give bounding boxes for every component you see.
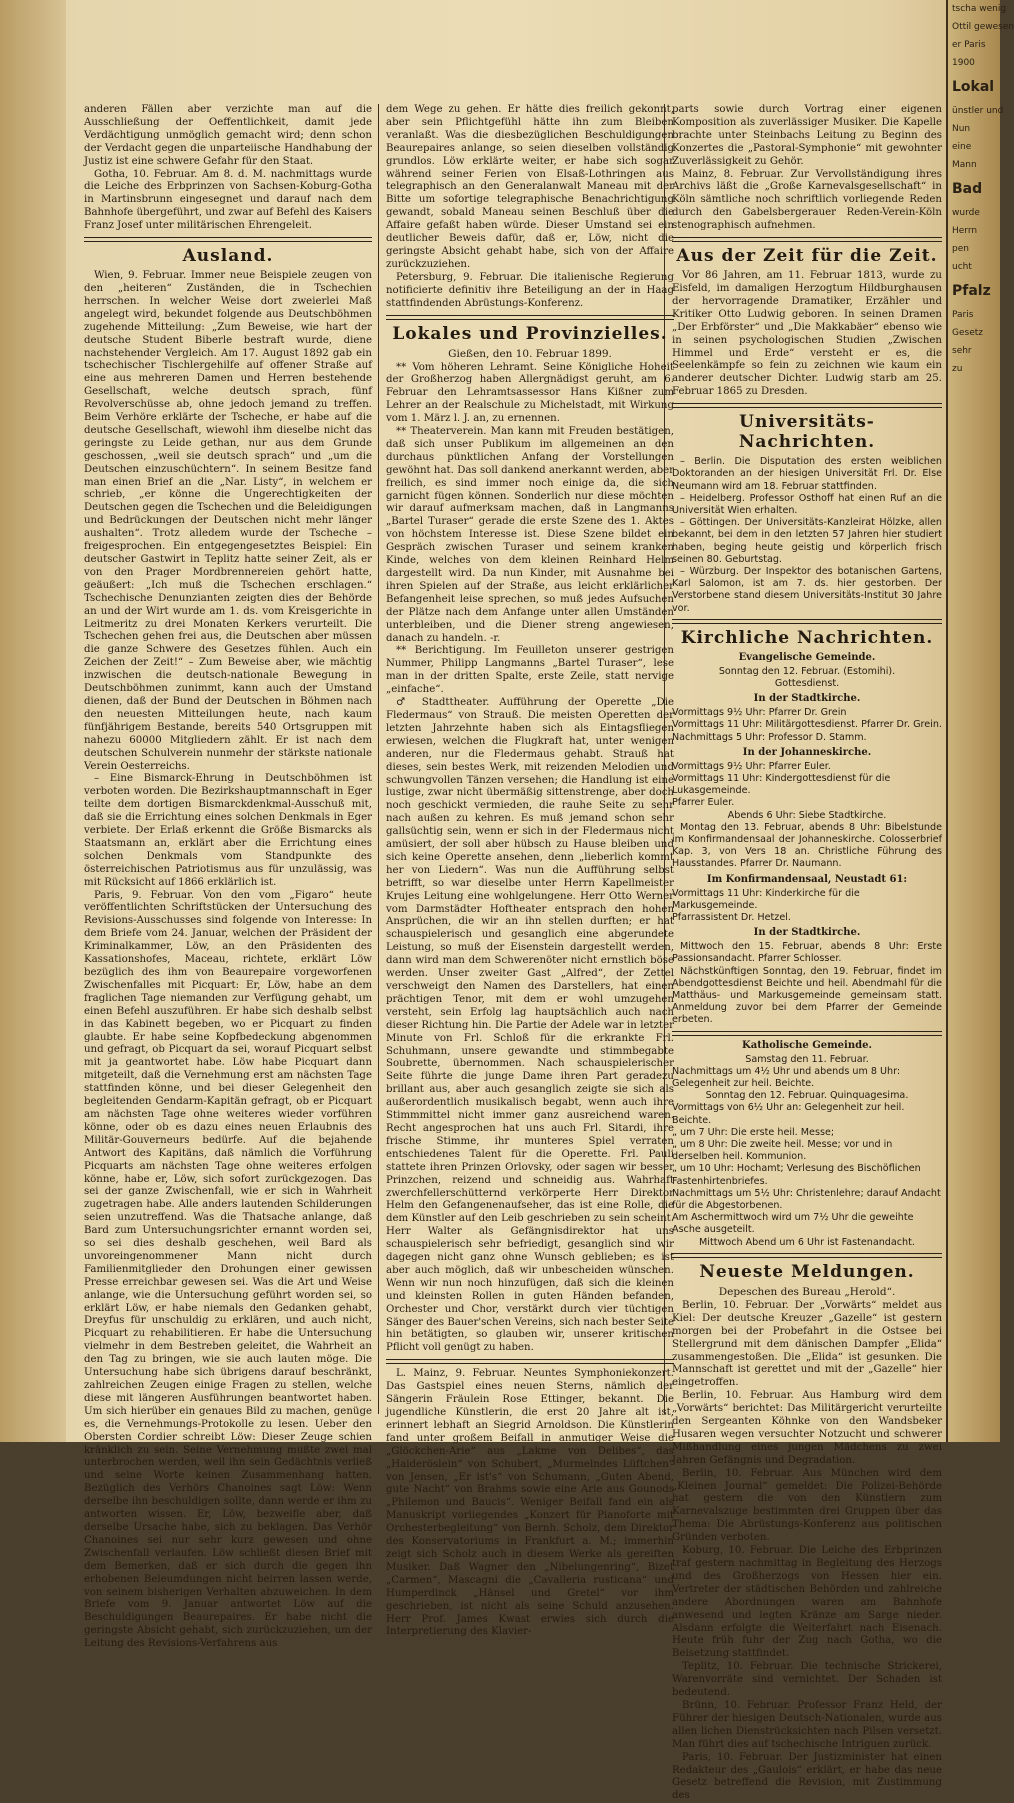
edge-text: Mann (952, 160, 977, 170)
article-theaterverein: ** Theaterverein. Man kann mit Freuden bestätigen, daß sich unser Publikum im allgemeinen an den durchaus pünktlichen Anfang der Vorstellungen gewöhnt hat. Das soll dankend anerkannt werden, aber freilich, es sind immer noch einige da, die sich garnicht fügen können. Sonderlich nur diese möchten wir darauf aufmerksam machen, daß in Langmanns „Bartel Turaser“ gerade die erste Szene des 1. Aktes von höchstem Interesse ist. Diese Szene bildet ein Gespräch zwischen Turaser und seinem kranken Kinde, welches von dem kleinen Reinhard Helm dargestellt wird. Da nun Kinder, mit Ausnahme bei ihren Spielen auf der Straße, aus leicht erklärlicher Befangenheit leise sprechen, so muß jedes Aufsuchen der Plätze nach dem Anfange unter allen Umständen unterbleiben, und die Diener streng angewiesen, danach zu handeln. -r. (386, 426, 674, 644)
dateline: Gießen, den 10. Februar 1899. (448, 347, 612, 360)
edge-text: zu (952, 364, 963, 374)
section-divider (386, 315, 674, 320)
univ-item: – Heidelberg. Professor Osthoff hat einen Ruf an die Universität Wien erhalten. (672, 492, 942, 516)
article-stadttheater: ♂ Stadttheater. Aufführung der Operette „Die Fledermaus“ von Strauß. Die meisten Operetten der letzten Jahrzehnte haben sich als Eintagsfliegen erwiesen, welchen die Flugkraft hat, unter wenigen anderen, nur die Fledermaus gehabt. Strauß hat dieses, sein bestes Werk, mit reizenden Melodien und schwungvollen Tänzen versehen; die Handlung ist eine lustige, zwar nicht übermäßig sittenstrenge, aber doch noch geschickt vermieden, die rauhe Seite zu sehr nach außen zu kehren. Es muß jemand schon sehr gallsüchtig sein, wenn er sich in der Fledermaus nicht amüsiert, der soll aber hübsch zu Hause bleiben und sich keine Operette ansehen, denn „lieberlich kommt her von Liedern“. Was nun die Aufführung selbst betrifft, so war dieselbe unter Herrn Kapellmeister Krujes Leitung eine wohlgelungene. Herr Otto Werner vom Darmstädter Hoftheater entsprach den hohen Ansprüchen, die wir an ihn stellen durften; er hat schauspielerisch und gesanglich eine abgerundete Leistung, so muß der Eisenstein dargestellt werden, dann wird man dem Schwerenöter nicht ernstlich böse werden. Unser zweiter Gast „Alfred“, der Zettel verschweigt den Namen des Darstellers, hat einen prächtigen Tenor, mit dem er wohl umzugehen versteht, sein Erfolg lag hauptsächlich auch nach dieser Richtung hin. Die Partie der Adele war in letzter Minute von Frl. Schloß für die erkrankte Frl. Schuhmann, unsere gewandte und stimmbegabte Soubrette, übernommen. Nach schauspielerischer Seite führte die junge Dame ihren Part geradezu brillant aus, aber auch gesanglich zeigte sie sich als außerordentlich musikalisch begabt, wenn auch ihre Stimmmittel nicht immer ganz ausreichend waren. Recht angesprochen hat uns auch Frl. Sitardi, ihre frische Stimme, ihr munteres Spiel verraten entschiedenes Talent für die Operette. Frl. Pauli stattete ihren Prinzen Orlovsky, oder sagen wir besser Prinzchen, reizend und schneidig aus. Wahrhaft zwerchfellerschütternd verkörperte Herr Direktor Helm den Gefangenenaufseher, das ist eine Rolle, die dem Künstler auf den Leib geschrieben zu sein scheint. Herr Walter als Gefängnisdirektor hat uns schauspielerisch sehr befriedigt, gesanglich sind wir dagegen nicht ganz ohne Wunsch geblieben; es ist aber auch möglich, daß wir unbescheiden wünschen. Wenn wir nun noch hinzufügen, daß sich die kleinen und kleinsten Rollen in guten Händen befanden, Orchester und Chor, verstärkt durch vier tüchtigen Sänger des Bauer'schen Vereins, sich nach bester Seite hin betätigten, so glauben wir, unserer kritischen Pflicht voll genügt zu haben. (386, 697, 674, 1354)
subheading-johanneskirche: In der Johanneskirche. (742, 746, 872, 758)
univ-item: – Göttingen. Der Universitäts-Kanzleirat Hölzke, allen bekannt, bei dem in den letzten 57 Jahren hier studiert haben, beging heute geistig und körperlich frisch seinen 80. Geburtstag. (672, 517, 942, 565)
news-item: Koburg, 10. Februar. Die Leiche des Erbprinzen traf gestern nachmittag in Begleitung des Herzogs und des Großherzogs von Hessen hier ein. Vertreter der städtischen Behörden und zahlreiche andere Abordnungen waren am Bahnhofe anwesend und legten Kränze am Sarge nieder. Alsdann erfolgte die Weiterfahrt nach Eisenach. Heute früh fuhr der Zug nach Gotha, wo die Beisetzung stattfindet. (672, 1545, 942, 1660)
subheading-stadtkirche: In der Stadtkirche. (753, 693, 861, 705)
article-lehramt: ** Vom höheren Lehramt. Seine Königliche Hoheit der Großherzog haben Allergnädigst geruht, am 6. Februar den Lehramtsassessor Hans Kißner zum Lehrer an der Realschule zu Michelstadt, mit Wirkung vom 1. März l. J. an, zu ernennen. (386, 361, 674, 425)
article-wien: Wien, 9. Februar. Immer neue Beispiele zeugen von den „heiteren“ Zuständen, die in Tschechien herrschen. In welcher Weise dort zweierlei Maß angelegt wird, bekundet folgende aus Deutschböhmen zugehende Mitteilung: „Zum Beweise, wie hart der deutsche Student Biberle bestraft wurde, diene nachstehender Vergleich. Am 17. August 1892 gab ein tschechischer Tischlergehilfe auf offener Straße auf eine aus mehreren Damen und Herren bestehende Gesellschaft, welche deutsch sprach, fünf Revolverschüsse ab, ohne jedoch jemand zu treffen. Beim Verhöre erklärte der Tscheche, er habe auf die deutsche Gesellschaft, wiewohl ihm dieselbe nicht das geringste zu Leide gethan, nur aus dem Grunde geschossen, „weil sie deutsch sprach“ und „um die Deutschen einzuschüchtern“. In seinem Besitze fand man einen Brief an die „Nar. Listy“, in welchem er schrieb, „er könne die Ungerechtigkeiten der Deutschen gegen die Tschechen und die Beleidigungen und Bedrückungen der Deutschen nicht mehr länger aushalten“. Trotz alledem wurde der Tscheche – freigesprochen. Ein entgegengesetztes Beispiel: Ein deutscher Gastwirt in Teplitz hatte seiner Zeit, als er von den Prager Mordbrennereien gehört hatte, geäußert: „Ich muß die Tschechen erschlagen.“ Tschechische Denunzianten zeigten dies der Behörde an und der Wirt wurde am 1. ds. vom Kreisgerichte in Leitmeritz zu drei Monaten Kerkers verurteilt. Die Tschechen gehen frei aus, die Deutschen aber müssen die ganze Schwere des Gesetzes fühlen. Auch ein Zeichen der Zeit!“ – Zum Beweise aber, wie mächtig inzwischen die deutsch-nationale Bewegung in Deutschböhmen zunimmt, kann auch der Umstand dienen, daß der Bund der Deutschen in Böhmen nach den neuesten Mitteilungen heute, nach kaum fünfjährigem Bestande, bereits 540 Ortsgruppen mit nahezu 60000 Mitgliedern zählt. Er ist nach dem deutschen Schulverein nunmehr der stärkste nationale Verein Oesterreichs. (84, 270, 372, 772)
section-divider (672, 1253, 942, 1258)
section-divider (672, 237, 942, 242)
news-item: Teplitz, 10. Februar. Die technische Strickerei, Warenvorräte sind vernichtet. Der Schaden ist bedeutend. (672, 1661, 942, 1699)
news-item: Berlin, 10. Februar. Aus Hamburg wird dem „Vorwärts“ berichtet: Das Militärgericht verurteilte den Sergeanten Köhnke von den Wandsbeker Husaren wegen versuchter Notzucht und schwerer Mißhandlung eines jungen Mädchens zu zwei Jahren Gefängnis und Degradation. (672, 1390, 942, 1466)
section-heading-universitaet: Universitäts-Nachrichten. (738, 412, 876, 453)
section-divider (84, 237, 372, 242)
edge-text: tscha wenig (952, 4, 1007, 14)
binding-margin (0, 0, 66, 1442)
service-line: Montag den 13. Februar, abends 8 Uhr: Bibelstunde im Konfirmandensaal der Johanneskirche. Colosserbrief Kap. 3, von Vers 18 an. Christliche Führung des Hausstandes. Pfarrer Dr. Naumann. (672, 821, 942, 870)
edge-text: wurde (952, 208, 980, 218)
label-line: Gottesdienst. (774, 677, 840, 689)
service-line: Pfarrassistent Dr. Hetzel. (672, 912, 791, 924)
subheading-stadtkirche: In der Stadtkirche. (753, 927, 861, 939)
article-berichtigung: ** Berichtigung. Im Feuilleton unserer gestrigen Nummer, Philipp Langmanns „Bartel Turaser“, lese man in der dritten Spalte, erste Zeile, statt nervige „einfache“. (386, 645, 674, 696)
article-text: anderen Fällen aber verzichte man auf die Ausschließung der Oeffentlichkeit, damit jede Verdächtigung unmöglich gemacht wird; denn schon der Verdacht gegen die unparteiische Handhabung der Justiz ist eine schwere Gefahr für den Staat. (84, 104, 372, 167)
adjacent-page-edge (946, 0, 1014, 1442)
service-line: „ um 10 Uhr: Hochamt; Verlesung des Bischöflichen Fastenhirtenbriefes. (672, 1163, 921, 1187)
article-gotha: Gotha, 10. Februar. Am 8. d. M. nachmittags wurde die Leiche des Erbprinzen von Sachsen-Koburg-Gotha in Martinsbrunn eingesegnet und darauf nach dem Bahnhofe übergeführt, und zwar auf Befehl des Kaisers Franz Josef unter militärischen Ehrengeleit. (84, 168, 372, 232)
subheading-katholisch: Katholische Gemeinde. (742, 1039, 872, 1051)
service-line: Mittwoch den 15. Februar, abends 8 Uhr: Erste Passionsandacht. Pfarrer Schlosser. (672, 941, 942, 965)
univ-item: – Berlin. Die Disputation des ersten weiblichen Doktoranden an der hiesigen Universität Frl. Dr. Else Neumann wird am 18. Februar stattfinden. (672, 456, 942, 492)
section-divider (672, 619, 942, 624)
column-2 (386, 104, 674, 1638)
date-line: Sonntag den 12. Februar. (Estomihi). (718, 665, 896, 677)
service-line: Nachmittags um 5½ Uhr: Christenlehre; darauf Andacht für die Abgestorbenen. (672, 1187, 941, 1212)
service-line: Abends 6 Uhr: Siebe Stadtkirche. (727, 809, 887, 821)
section-heading-ausland: Ausland. (182, 246, 274, 267)
edge-text: 1900 (952, 58, 975, 68)
edge-text: pen (952, 244, 969, 254)
service-line: Vormittags von 6½ Uhr an: Gelegenheit zur heil. Beichte. (672, 1102, 905, 1126)
article-text: parts sowie durch Vortrag einer eigenen Komposition als zuverlässiger Musiker. Die Kapelle brachte unter Steinbachs Leitung zu Beginn des Konzertes die „Pastoral-Symphonie“ mit gewohnter Zuverlässigkeit zu Gehör. (672, 104, 942, 167)
article-petersburg: Petersburg, 9. Februar. Die italienische Regierung notificierte definitiv ihre Beteiligung an der in Haag stattfindenden Abrüstungs-Konferenz. (386, 271, 674, 309)
edge-text: eine (952, 142, 972, 152)
edge-text: ünstler und (952, 106, 1004, 116)
news-item: Berlin, 10. Februar. Aus München wird dem „Kleinen Journal“ gemeldet: Die Polizei-Behörde hat gestern die von den Künstlern zum Karnevalszuge bestimmten drei Gruppen über das Thema: Die Abrüstungs-Konferenz aus politischen Gründen verboten. (672, 1467, 942, 1544)
edge-text: ucht (952, 262, 972, 272)
news-item: Berlin, 10. Februar. Der „Vorwärts“ meldet aus Kiel: Der deutsche Kreuzer „Gazelle“ ist gestern morgen bei der Probefahrt in die Ostsee bei Stellergrund mit dem dänischen Dampfer „Elida“ zusammengestoßen. Die „Elida“ ist gesunken. Die Mannschaft ist gerettet und mit der „Gazelle“ hier eingetroffen. (672, 1299, 942, 1389)
service-line: Nächstkünftigen Sonntag, den 19. Februar, findet im Abendgottesdienst Beichte und heil. Abendmahl für die Matthäus- und Markusgemeinde gemeinsam statt. Anmeldung zuvor bei dem Pfarrer der Gemeinde erbeten. (672, 965, 942, 1026)
subheading-konfirmandensaal: Im Konfirmandensaal, Neustadt 61: (706, 873, 908, 885)
edge-heading: Pfalz (952, 283, 991, 299)
subheading-evangelisch: Evangelische Gemeinde. (738, 651, 876, 663)
edge-text: Herrn (952, 226, 978, 236)
service-line: Am Aschermittwoch wird um 7½ Uhr die geweihte Asche ausgeteilt. (672, 1212, 914, 1236)
service-line: Vormittags 11 Uhr: Kinderkirche für die Markusgemeinde. (672, 887, 860, 911)
column-rule (378, 104, 379, 1414)
edge-text: sehr (952, 346, 972, 356)
edge-text: Gesetz (952, 328, 983, 338)
service-line: Vormittags 9½ Uhr: Pfarrer Euler. (672, 760, 831, 772)
service-line: Pfarrer Euler. (672, 797, 735, 809)
depesche-line: Depeschen des Bureau „Herold“. (718, 1285, 896, 1298)
article-otto-ludwig: Vor 86 Jahren, am 11. Februar 1813, wurde zu Eisfeld, im damaligen Herzogtum Hildburghausen der hervorragende Dramatiker, Erzähler und Kritiker Otto Ludwig geboren. In seinen Dramen „Der Erbförster“ und „Die Makkabäer“ ebenso wie in seinen psychologischen Studien „Zwischen Himmel und Erde“ versteht er es, die Seelenkämpfe so fein zu zeichnen wie kaum ein anderer deutscher Dichter. Ludwig starb am 25. Februar 1865 zu Dresden. (672, 270, 942, 398)
section-divider (386, 1359, 674, 1364)
service-line: Sonntag den 12. Februar. Quinquagesima. (705, 1090, 909, 1102)
service-line: „ um 7 Uhr: Die erste heil. Messe; (672, 1126, 835, 1138)
service-line: Nachmittags um 4½ Uhr und abends um 8 Uhr: Gelegenheit zur heil. Beichte. (672, 1065, 901, 1090)
edge-text: Nun (952, 124, 971, 134)
edge-text: Ottil gewesen (952, 22, 1014, 32)
section-heading-kirchlich: Kirchliche Nachrichten. (680, 627, 934, 648)
section-divider (672, 403, 942, 408)
section-heading-zeit: Aus der Zeit für die Zeit. (676, 246, 938, 267)
article-bismarck: – Eine Bismarck-Ehrung in Deutschböhmen ist verboten worden. Die Bezirkshauptmannschaft in Eger teilte dem dortigen Bismarckdenkmal-Ausschuß mit, daß sie die Errichtung eines solchen Denkmals in Eger verbiete. Der Erlaß erkennt die Größe Bismarcks als Staatsmann an, erklärt aber die Errichtung eines solchen Denkmals vom Standpunkte des österreichischen Patriotismus aus für unzulässig, was mit Rücksicht auf 1866 erklärlich ist. (84, 773, 372, 888)
date-line: Samstag den 11. Februar. (745, 1053, 869, 1065)
news-item: Paris, 10. Februar. Der Justizminister hat einen Redakteur des „Gaulois“ erklärt, er habe das neue Gesetz betreffend die Revision, mit Zustimmung des (672, 1751, 942, 1802)
section-heading-lokales: Lokales und Provinzielles. (392, 323, 668, 344)
section-divider (672, 1031, 942, 1036)
service-line: Vormittags 11 Uhr: Militärgottesdienst. Pfarrer Dr. Grein. (672, 719, 942, 731)
service-line: Mittwoch Abend um 6 Uhr ist Fastenandacht. (699, 1236, 915, 1248)
article-mainz-karneval: Mainz, 8. Februar. Zur Vervollständigung ihres Archivs läßt die „Große Karnevalsgesellschaft“ in Köln sämtliche noch schriftlich vorliegende Reden durch den Gabelsbergerauer Reden-Verein-Köln stenographisch aufnehmen. (672, 168, 942, 232)
article-text: dem Wege zu gehen. Er hätte dies freilich gekonnt, aber sein Pflichtgefühl hätte ihn zum Bleiben veranlaßt. Was die diesbezüglichen Beschuldigungen Beaurepaires anlange, so seien dieselben vollständig grundlos. Löw erklärte weiter, er habe sich sogar während seiner Ferien von Elsaß-Lothringen aus telegraphisch an den Generalanwalt Maneau mit der Bitte um sofortige telegraphische Benachrichtigung gewandt, sobald Maneau seinen Beschluß über die Affaire gefaßt haben würde. Dieser Umstand sei ein deutlicher Beweis dafür, daß er, Löw, nicht die geringste Absicht gehabt habe, sich von der Affaire zurückzuziehen. (386, 104, 674, 270)
service-line: Vormittags 11 Uhr: Kindergottesdienst für die Lukasgemeinde. (672, 772, 891, 797)
service-line: „ um 8 Uhr: Die zweite heil. Messe; vor und in derselben heil. Kommunion. (672, 1139, 893, 1163)
edge-heading: Bad (952, 181, 983, 197)
service-line: Nachmittags 5 Uhr: Professor D. Stamm. (672, 731, 867, 743)
edge-text: er Paris (952, 40, 986, 50)
article-paris: Paris, 9. Februar. Von den vom „Figaro“ heute veröffentlichten Schriftstücken der Untersuchung des Revisions-Ausschusses sind folgende von Interesse: In dem Briefe vom 24. Januar, welchen der Präsident der Kriminalkammer, Löw, an den Präsidenten des Kassationshofes, Maceau, richtete, erklärt Löw bezüglich des ihm von Beaurepaire vorgeworfenen Zwischenfalles mit Picquart: Er, Löw, habe an dem fraglichen Tage niemanden zur Verfügung gehabt, um einen Befehl auszuführen. Er habe sich deshalb selbst in das Kabinett begeben, wo er Picquart zu finden glaubte. Er habe seine Kopfbedeckung abgenommen und gefragt, ob Picquart da sei, worauf Picquart selbst mit ja geantwortet habe. Löw habe Picquart dann mitgeteilt, daß die Vernehmung erst am nächsten Tage stattfinden könne, und bei dieser Gelegenheit den begleitenden Gendarm-Kapitän gefragt, ob er Picquart am nächsten Tage ohne weiteres wieder vorführen könne, oder ob es dazu eines neuen Erlaubnis des Militär-Gouverneurs bedürfe. Auf die bejahende Antwort des Kapitäns, daß nämlich die Vorführung Picquarts am nächsten Tage ohne weiteres erfolgen könne, habe er, Löw, sich sofort zurückgezogen. Das sei der ganze Zwischenfall, wie er sich in Wahrheit zugetragen habe. Alle anders lautenden Schilderungen seien unzutreffend. Was die Thatsache anlange, daß Bard zum Untersuchungsrichter ernannt worden sei, so sei dies deshalb geschehen, weil Bard als unvoreingenommener Mann nicht durch Familienmitglieder den Drohungen einer gewissen Presse erreichbar gewesen sei. Was die Art und Weise anlange, wie die Untersuchung geführt worden sei, so erklärt Löw, er habe niemals den Gedanken gehabt, Dreyfus für unschuldig zu erklären, und auch nicht, Picquart zu rehabilitieren. Er habe die Untersuchung vielmehr in dem Bestreben geleitet, die Wahrheit an den Tag zu bringen, wie sie auch lauten möge. Die Untersuchung habe sich übrigens darauf beschränkt, zahlreichen Zeugen einige Fragen zu stellen, welche diese mit längeren Ausführungen beantwortet haben. Um sich hierüber ein genaues Bild zu machen, genüge es, die Vernehmungs-Protokolle zu lesen. Ueber den Obersten Cordier schreibt Löw: Dieser Zeuge schien kränklich zu sein. Seine Vernehmung mußte zwei mal unterbrochen werden, weil ihn sein Gedächtnis verließ und seine Worte keinen Zusammenhang hatten. Bezüglich des Verhörs Chanoines sagt Löw: Wenn derselbe ihn beschuldigen sollte, dann werde er ihm zu antworten wissen. Er, Löw, bezweifle aber, daß derselbe Ursache habe, sich zu beklagen. Das Verhör Chanoines sei nur sehr kurz gewesen und ohne Zwischenfall verlaufen. Löw schließt diesen Brief mit dem Bemerken, daß er sich durch die gegen ihn erhobenen Beleumdungen nicht beirren lassen werde, von seinem bisherigen Verhalten abzuweichen. In dem Briefe vom 9. Januar antwortet Löw auf die Beschuldigungen Beaurepaires. Er habe nicht die geringste Absicht gehabt, sich zurückzuziehen, um der Leitung des Revisions-Verfahrens aus (84, 889, 372, 1650)
column-1 (84, 104, 372, 1650)
edge-text: Paris (952, 310, 974, 320)
service-line: Vormittags 9½ Uhr: Pfarrer Dr. Grein (672, 707, 847, 719)
univ-item: – Würzburg. Der Inspektor des botanischen Gartens, Karl Salomon, ist am 7. ds. hier gestorben. Der Verstorbene stand diesem Universitäts-Institut 30 Jahre vor. (672, 565, 942, 614)
column-3 (672, 104, 942, 1802)
section-heading-meldungen: Neueste Meldungen. (699, 1261, 915, 1282)
article-mainz-konzert: L. Mainz, 9. Februar. Neuntes Symphoniekonzert. Das Gastspiel eines neuen Sterns, nämlich der Sängerin Fräulein Rose Ettinger, bekannt. Die jugendliche Künstlerin, die erst 20 Jahre alt ist, erinnert lebhaft an Siegrid Arnoldson. Die Künstlerin fand unter großem Beifall in anmutiger Weise die „Glöckchen-Arie“ aus „Lakme von Delibes“, das „Haideröslein“ von Schubert, „Murmelndes Lüftchen“ von Jensen, „Er ist's“ von Schumann, „Guten Abend, gute Nacht“ von Brahms sowie eine Arie aus Gounods „Philemon und Baucis“. Weniger Beifall fand ein als Manuskript vorliegendes „Konzert für Pianoforte mit Orchesterbegleitung“ von Bernh. Scholz, dem Direktor des Konservatoriums in Frankfurt a. M.; immerhin zeigt sich Scholz auch in diesem Werke als gereiften Musiker. Daß Wagner den „Nibelungenring“, Bizet „Carmen“, Mascagni die „Cavalleria rusticana“ und Humperdinck „Hänsel und Gretel“ vor ihm geschrieben, ist nicht als seine Schuld anzusehen. Herr Prof. James Kwast erwies sich durch die Interpretierung des Klavier- (386, 1368, 674, 1638)
edge-heading: Lokal (952, 79, 995, 95)
news-item: Brünn, 10. Februar. Professor Franz Held, der Führer der hiesigen Deutsch-Nationalen, wurde aus allen lichen Dienstrücksichten nach Pilsen versetzt. Man führt dies auf tschechische Intriguen zurück. (672, 1699, 942, 1750)
